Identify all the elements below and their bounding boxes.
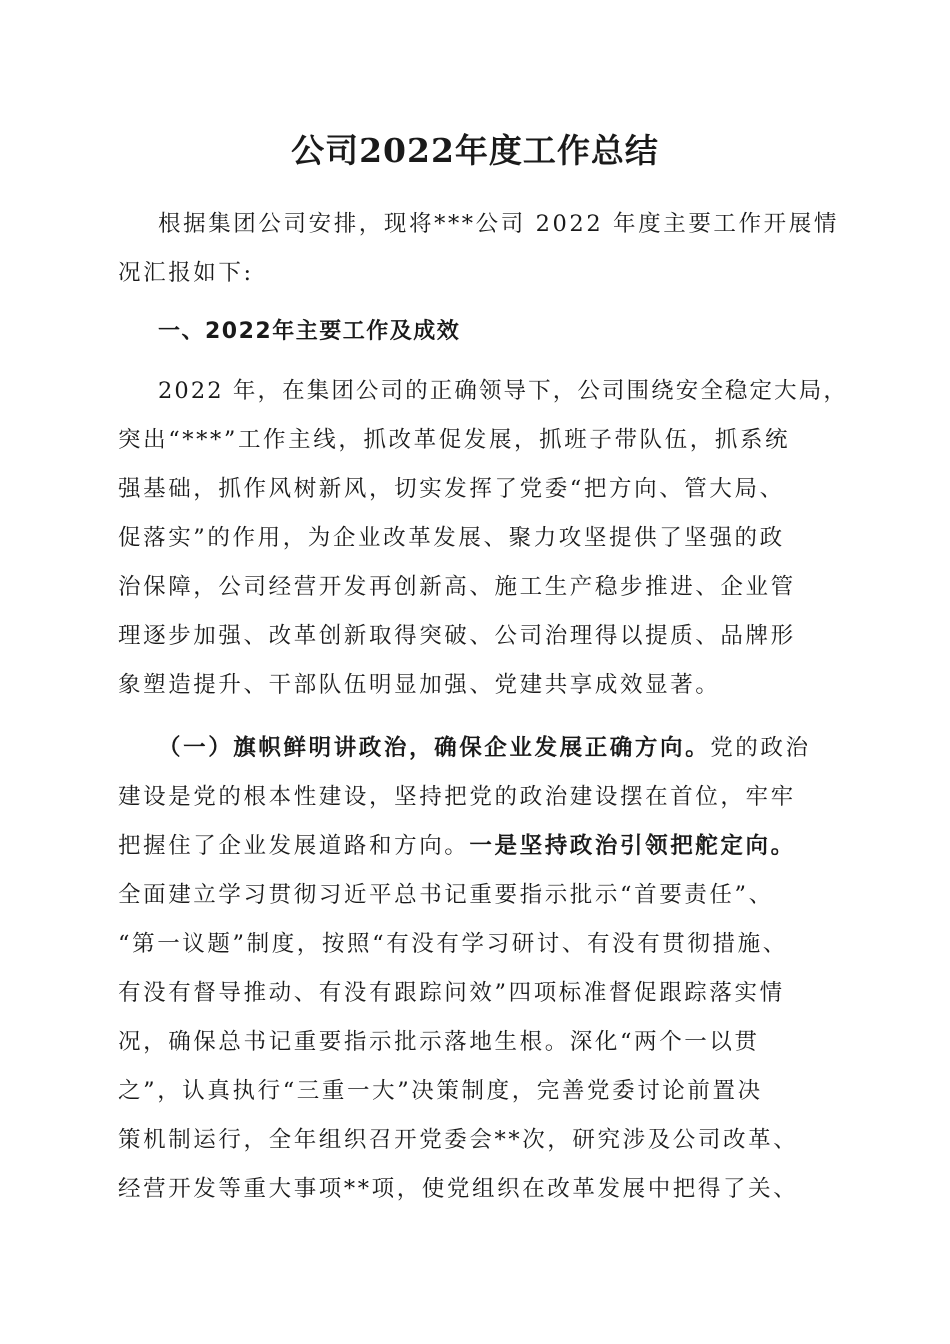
paragraph-line: 经营开发等重大事项**项，使党组织在改革发展中把得了关、 — [118, 1176, 799, 1202]
paragraph-line: 象塑造提升、干部队伍明显加强、党建共享成效显著。 — [118, 672, 721, 698]
paragraph-line — [158, 730, 811, 766]
paragraph-line: 况汇报如下: — [118, 260, 254, 286]
document-title: 公司2022年度工作总结 — [291, 131, 659, 170]
paragraph-line: 促落实”的作用，为企业改革发展、聚力攻坚提供了坚强的政 — [118, 525, 785, 551]
paragraph-line: 况，确保总书记重要指示批示落地生根。深化“两个一以贯 — [118, 1029, 760, 1055]
paragraph-text: 党的政治 — [710, 735, 811, 761]
paragraph-line: “第一议题”制度，按照“有没有学习研讨、有没有贯彻措施、 — [118, 931, 788, 957]
paragraph-line: 根据集团公司安排，现将***公司 2022 年度主要工作开展情 — [158, 211, 839, 237]
paragraph-line: 有没有督导推动、有没有跟踪问效”四项标准督促跟踪落实情 — [118, 980, 785, 1006]
paragraph-line: 策机制运行，全年组织召开党委会**次，研究涉及公司改革、 — [118, 1127, 799, 1153]
section-heading: 一、2022年主要工作及成效 — [158, 319, 461, 344]
subsection-heading: （一）旗帜鲜明讲政治，确保企业发展正确方向。 — [158, 735, 711, 761]
paragraph-line: 建设是党的根本性建设，坚持把党的政治建设摆在首位，牢牢 — [118, 784, 796, 810]
paragraph-line: 理逐步加强、改革创新取得突破、公司治理得以提质、品牌形 — [118, 623, 796, 649]
paragraph-line: 强基础，抓作风树新风，切实发挥了党委“把方向、管大局、 — [118, 476, 785, 502]
paragraph-line: 之”，认真执行“三重一大”决策制度，完善党委讨论前置决 — [118, 1078, 763, 1104]
paragraph-line: 治保障，公司经营开发再创新高、施工生产稳步推进、企业管 — [118, 574, 796, 600]
paragraph-line: 突出“***”工作主线，抓改革促发展，抓班子带队伍，抓系统 — [118, 427, 791, 453]
paragraph-line: 全面建立学习贯彻习近平总书记重要指示批示“首要责任”、 — [118, 882, 774, 908]
emphasis-text: 一是坚持政治引领把舵定向。 — [469, 833, 796, 859]
paragraph-text: 把握住了企业发展道路和方向。 — [118, 833, 470, 859]
paragraph-line — [118, 828, 796, 864]
paragraph-line: 2022 年，在集团公司的正确领导下，公司围绕安全稳定大局， — [158, 378, 848, 404]
